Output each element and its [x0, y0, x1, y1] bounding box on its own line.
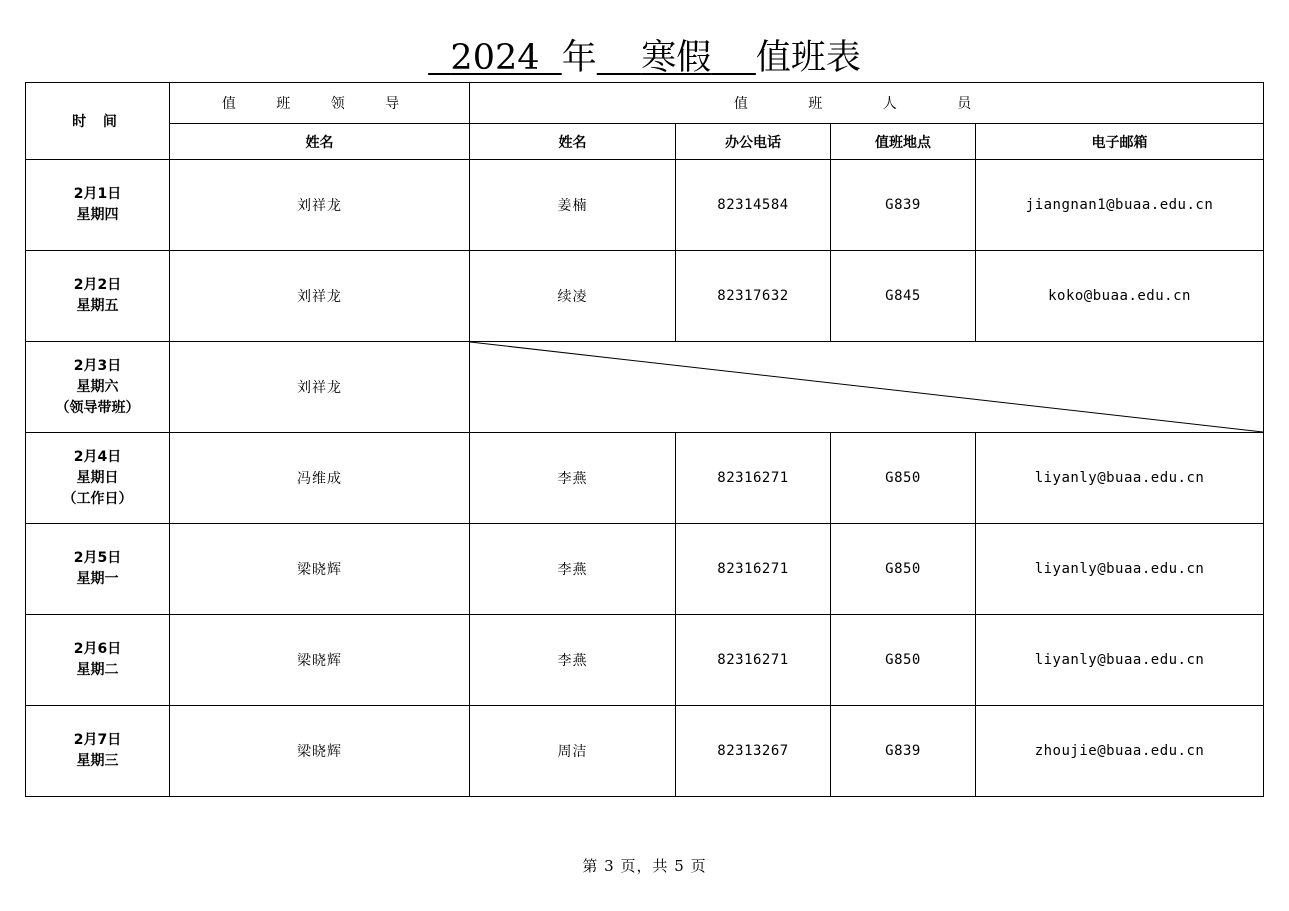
leader-cell: 刘祥龙 — [170, 251, 470, 342]
header-row-2 — [26, 124, 1264, 160]
phone-cell: 82316271 — [676, 433, 831, 524]
location-cell: G850 — [831, 524, 976, 615]
date-text: 2月1日 — [73, 186, 122, 202]
title-table-name: 值班表 — [755, 38, 861, 78]
location-cell: G839 — [831, 160, 976, 251]
title-year-blank — [428, 38, 562, 78]
diagonal-slash — [470, 342, 1263, 432]
header-email: 电子邮箱 — [976, 124, 1264, 160]
header-time: 时 间 — [26, 83, 170, 160]
date-note: （工作日） — [62, 490, 133, 507]
staff-cell: 姜楠 — [470, 160, 676, 251]
date-cell — [26, 615, 170, 706]
email-cell: jiangnan1@buaa.edu.cn — [976, 160, 1264, 251]
date-text: 2月7日 — [73, 732, 122, 748]
staff-cell: 李燕 — [470, 524, 676, 615]
staff-cell: 李燕 — [470, 433, 676, 524]
title-term: 寒假 — [641, 38, 712, 78]
date-note: （领导带班） — [55, 399, 140, 416]
date-cell — [26, 433, 170, 524]
phone-cell: 82316271 — [676, 524, 831, 615]
location-cell: G850 — [831, 433, 976, 524]
header-office-phone: 办公电话 — [676, 124, 831, 160]
phone-cell: 82314584 — [676, 160, 831, 251]
leader-cell: 冯维成 — [170, 433, 470, 524]
staff-cell: 李燕 — [470, 615, 676, 706]
email-cell: zhoujie@buaa.edu.cn — [976, 706, 1264, 797]
weekday-text: 星期一 — [76, 571, 119, 587]
header-row-1 — [26, 83, 1264, 124]
phone-cell: 82316271 — [676, 615, 831, 706]
date-text: 2月4日 — [73, 448, 122, 465]
no-staff-cell — [470, 342, 1264, 433]
date-cell — [26, 524, 170, 615]
leader-cell: 梁晓辉 — [170, 524, 470, 615]
email-cell: liyanly@buaa.edu.cn — [976, 615, 1264, 706]
header-location: 值班地点 — [831, 124, 976, 160]
header-staff-group: 值 班 人 员 — [470, 83, 1264, 124]
weekday-text: 星期五 — [76, 298, 119, 314]
location-cell: G845 — [831, 251, 976, 342]
date-cell — [26, 160, 170, 251]
email-cell: liyanly@buaa.edu.cn — [976, 433, 1264, 524]
table-row — [26, 706, 1264, 797]
table-row — [26, 251, 1264, 342]
phone-cell: 82317632 — [676, 251, 831, 342]
location-cell: G850 — [831, 615, 976, 706]
title-year-suffix: 年 — [561, 38, 597, 78]
weekday-text: 星期二 — [76, 662, 119, 678]
duty-table — [25, 82, 1264, 797]
email-cell: liyanly@buaa.edu.cn — [976, 524, 1264, 615]
document-title — [0, 36, 1289, 80]
date-text: 2月3日 — [73, 357, 122, 374]
weekday-text: 星期六 — [76, 378, 119, 395]
header-staff-name: 姓名 — [470, 124, 676, 160]
leader-cell: 刘祥龙 — [170, 342, 470, 433]
table-row — [26, 342, 1264, 433]
phone-cell: 82313267 — [676, 706, 831, 797]
header-leader-name: 姓名 — [170, 124, 470, 160]
title-year: 2024 — [450, 38, 540, 78]
date-text: 2月5日 — [73, 550, 122, 566]
email-cell: koko@buaa.edu.cn — [976, 251, 1264, 342]
table-row — [26, 160, 1264, 251]
staff-cell: 续凌 — [470, 251, 676, 342]
date-text: 2月2日 — [73, 277, 122, 293]
date-cell — [26, 342, 170, 433]
weekday-text: 星期三 — [76, 753, 119, 769]
date-cell — [26, 251, 170, 342]
staff-cell: 周洁 — [470, 706, 676, 797]
date-text: 2月6日 — [73, 641, 122, 657]
location-cell: G839 — [831, 706, 976, 797]
table-row — [26, 615, 1264, 706]
header-leader-group: 值 班 领 导 — [170, 83, 470, 124]
table-row — [26, 433, 1264, 524]
weekday-text: 星期四 — [76, 207, 119, 223]
date-cell — [26, 706, 170, 797]
leader-cell: 刘祥龙 — [170, 160, 470, 251]
page-footer: 第 3 页，共 5 页 — [582, 857, 707, 875]
title-term-blank — [597, 38, 756, 78]
weekday-text: 星期日 — [76, 469, 119, 486]
leader-cell: 梁晓辉 — [170, 615, 470, 706]
table-row — [26, 524, 1264, 615]
leader-cell: 梁晓辉 — [170, 706, 470, 797]
